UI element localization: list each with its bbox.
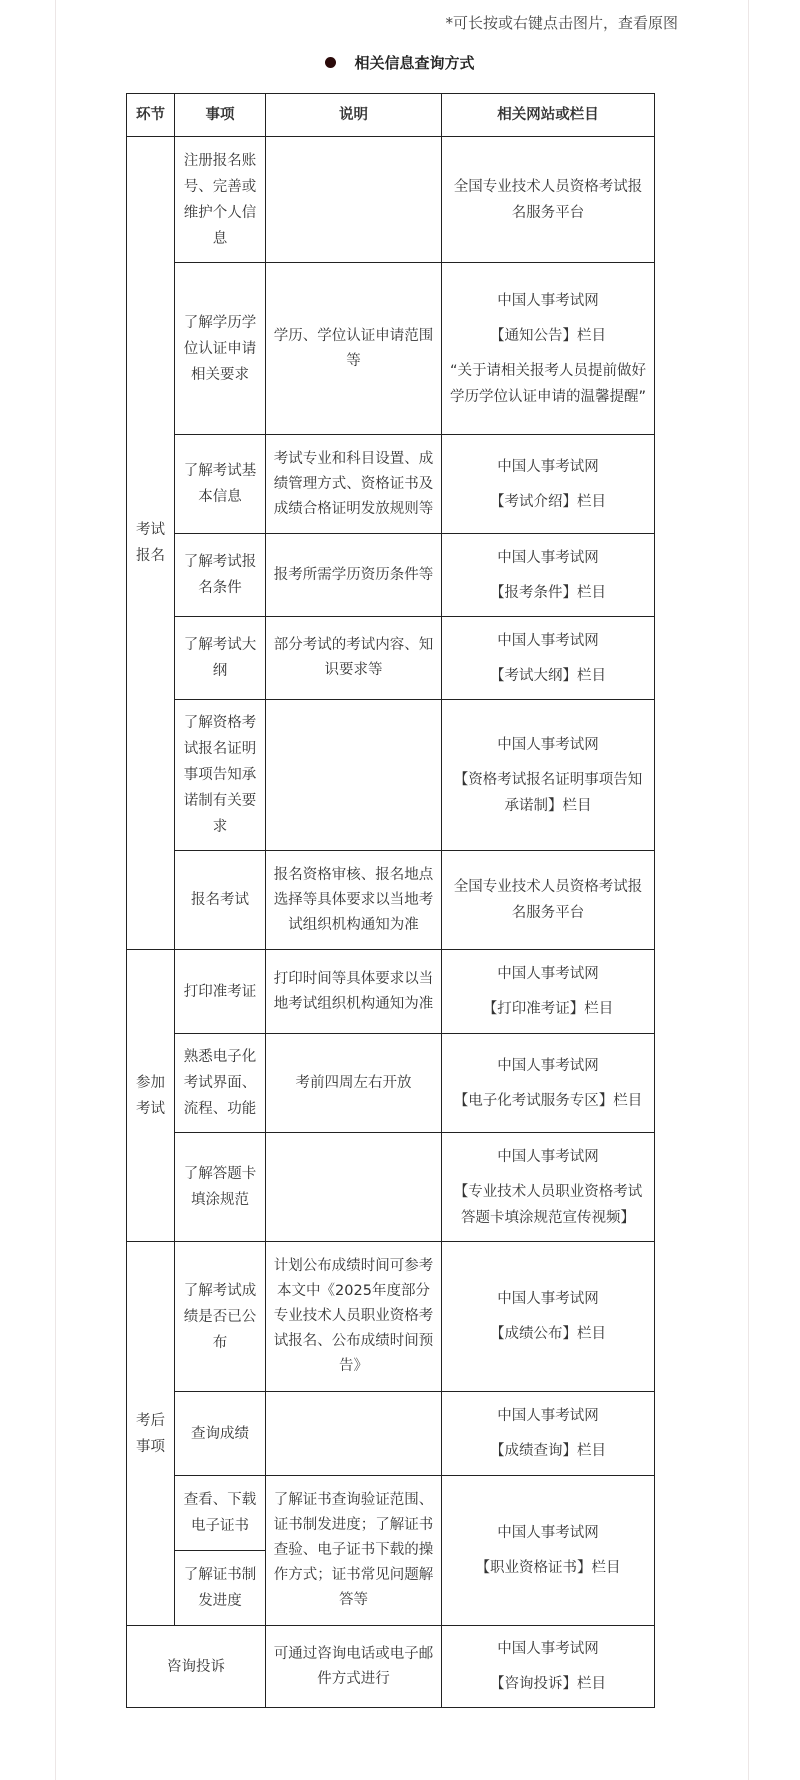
site-link[interactable]: 全国专业技术人员资格考试报名服务平台: [453, 879, 643, 921]
site-column[interactable]: 【打印准考证】栏目: [482, 1001, 614, 1017]
site-notice[interactable]: “关于请相关报考人员提前做好学历学位认证申请的温馨提醒”: [449, 362, 646, 405]
table-row: [127, 137, 655, 263]
desc-cell: 报名资格审核、报名地点选择等具体要求以当地考试组织机构通知为准: [266, 851, 442, 950]
site-column[interactable]: 【报考条件】栏目: [490, 584, 606, 601]
site-cell: [442, 534, 655, 617]
table-row: [127, 1392, 655, 1476]
desc-cell: [266, 700, 442, 851]
header-item: 事项: [175, 94, 266, 137]
site-column[interactable]: 【成绩公布】栏目: [490, 1326, 606, 1342]
table-row: [127, 1034, 655, 1133]
section-title-text: 相关信息查询方式: [354, 54, 475, 72]
site-link[interactable]: 全国专业技术人员资格考试报名服务平台: [453, 178, 643, 221]
item-cell: 了解学历学位认证申请相关要求: [175, 263, 266, 435]
site-link[interactable]: 中国人事考试网: [497, 1148, 599, 1165]
desc-cell: 学历、学位认证申请范围等: [266, 263, 442, 435]
table-row: [127, 851, 655, 950]
table-row: [127, 700, 655, 851]
section-title: [0, 52, 800, 73]
site-link[interactable]: 中国人事考试网: [497, 736, 599, 753]
stage-label: 考后事项: [136, 1412, 165, 1455]
header-stage: 环节: [127, 94, 175, 137]
table-row: [127, 435, 655, 534]
site-cell: [442, 435, 655, 534]
table-row: [127, 263, 655, 435]
item-cell: 了解答题卡填涂规范: [175, 1133, 266, 1242]
site-link[interactable]: 中国人事考试网: [497, 632, 599, 649]
item-cell: 查询成绩: [175, 1392, 266, 1476]
site-column[interactable]: 【咨询投诉】栏目: [490, 1676, 606, 1692]
site-column[interactable]: 【通知公告】栏目: [490, 327, 606, 344]
stage-label: 考试报名: [136, 522, 165, 564]
site-cell: [442, 950, 655, 1034]
site-cell: [442, 1626, 655, 1708]
item-cell: 了解资格考试报名证明事项告知承诺制有关要求: [175, 700, 266, 851]
site-cell: [442, 700, 655, 851]
site-column[interactable]: 【专业技术人员职业资格考试答题卡填涂规范宣传视频】: [453, 1183, 643, 1226]
site-link[interactable]: 中国人事考试网: [497, 1641, 599, 1657]
item-cell: 了解考试基本信息: [175, 435, 266, 534]
header-site: 相关网站或栏目: [442, 94, 655, 137]
stage-cell: [127, 137, 175, 950]
site-link[interactable]: 中国人事考试网: [497, 1291, 599, 1307]
site-cell: [442, 1133, 655, 1242]
site-link[interactable]: 中国人事考试网: [497, 1057, 599, 1074]
site-cell: [442, 1392, 655, 1476]
item-cell: 注册报名账号、完善或维护个人信息: [175, 137, 266, 263]
desc-cell: 计划公布成绩时间可参考本文中《2025年度部分专业技术人员职业资格考试报名、公布成绩时间预告》: [266, 1242, 442, 1392]
item-cell: 打印准考证: [175, 950, 266, 1034]
info-table: [126, 93, 655, 1708]
desc-cell: 报考所需学历资历条件等: [266, 534, 442, 617]
site-column[interactable]: 【资格考试报名证明事项告知承诺制】栏目: [453, 771, 643, 814]
stage-label: 参加考试: [136, 1074, 165, 1117]
site-cell: [442, 1242, 655, 1392]
table-row: [127, 1476, 655, 1551]
site-cell: [442, 137, 655, 263]
site-link[interactable]: 中国人事考试网: [497, 1408, 599, 1424]
site-link[interactable]: 中国人事考试网: [497, 966, 599, 982]
desc-cell: 打印时间等具体要求以当地考试组织机构通知为准: [266, 950, 442, 1034]
desc-cell: [266, 1133, 442, 1242]
stage-cell: [127, 950, 175, 1242]
site-link[interactable]: 中国人事考试网: [497, 549, 599, 566]
item-cell: 查看、下载电子证书: [175, 1476, 266, 1551]
desc-cell: [266, 137, 442, 263]
site-column[interactable]: 【成绩查询】栏目: [490, 1443, 606, 1459]
desc-cell: 考试专业和科目设置、成绩管理方式、资格证书及成绩合格证明发放规则等: [266, 435, 442, 534]
table-row: [127, 1242, 655, 1392]
table-row: [127, 950, 655, 1034]
stage-cell: [127, 1242, 175, 1626]
table-row: [127, 1133, 655, 1242]
bullet-dot-icon: [325, 57, 336, 68]
header-description: 说明: [266, 94, 442, 137]
item-cell: 熟悉电子化考试界面、流程、功能: [175, 1034, 266, 1133]
item-cell: 了解考试报名条件: [175, 534, 266, 617]
header-row: [127, 94, 655, 137]
item-cell: 了解考试大纲: [175, 617, 266, 700]
item-cell: 了解证书制发进度: [175, 1551, 266, 1626]
site-column[interactable]: 【职业资格证书】栏目: [475, 1560, 621, 1576]
site-cell: [442, 1034, 655, 1133]
desc-cell: 考前四周左右开放: [266, 1034, 442, 1133]
site-cell: [442, 1476, 655, 1626]
table-row: [127, 617, 655, 700]
item-cell: 咨询投诉: [127, 1626, 266, 1708]
table-row: [127, 534, 655, 617]
site-link[interactable]: 中国人事考试网: [497, 292, 599, 309]
desc-cell: 部分考试的考试内容、知识要求等: [266, 617, 442, 700]
desc-cell: 可通过咨询电话或电子邮件方式进行: [266, 1626, 442, 1708]
table-row: [127, 1626, 655, 1708]
site-column[interactable]: 【电子化考试服务专区】栏目: [453, 1092, 643, 1109]
site-link[interactable]: 中国人事考试网: [497, 1525, 599, 1541]
item-cell: 报名考试: [175, 851, 266, 950]
site-cell: [442, 851, 655, 950]
site-cell: [442, 263, 655, 435]
desc-cell: [266, 1392, 442, 1476]
site-column[interactable]: 【考试介绍】栏目: [490, 493, 606, 510]
desc-cell: 了解证书查询验证范围、证书制发进度；了解证书查验、电子证书下载的操作方式；证书常见问题解答等: [266, 1476, 442, 1626]
site-cell: [442, 617, 655, 700]
item-cell: 了解考试成绩是否已公布: [175, 1242, 266, 1392]
view-original-hint[interactable]: *可长按或右键点击图片，查看原图: [445, 14, 678, 32]
site-column[interactable]: 【考试大纲】栏目: [490, 667, 606, 684]
site-link[interactable]: 中国人事考试网: [497, 458, 599, 475]
